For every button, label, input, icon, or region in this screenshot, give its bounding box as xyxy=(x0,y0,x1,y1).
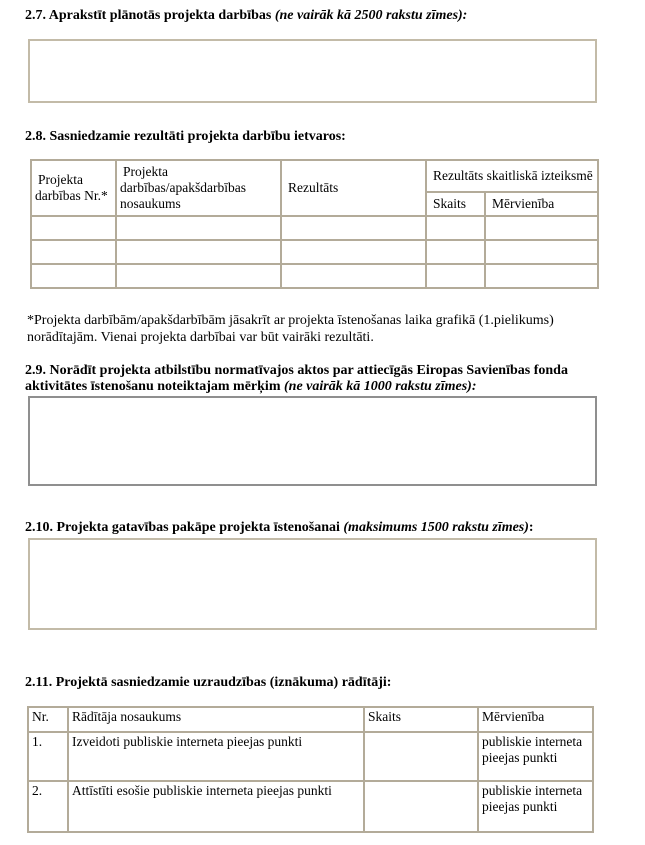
section-2-9-constraint: (ne vairāk kā 1000 rakstu zīmes): xyxy=(280,379,477,394)
col-header-unit: Mērvienība xyxy=(478,707,593,732)
indicator-unit: publiskie interneta pieejas punkti xyxy=(478,732,593,781)
indicator-name: Izveidoti publiskie interneta pieejas punkti xyxy=(68,732,364,781)
results-table xyxy=(30,159,599,289)
section-2-9-heading xyxy=(25,363,613,395)
section-2-8-heading xyxy=(25,129,625,145)
section-2-7-title: 2.7. Aprakstīt plānotās projekta darbības xyxy=(25,8,272,23)
results-table-header-row-1 xyxy=(31,160,598,192)
empty-cell-activity-name[interactable] xyxy=(116,240,281,264)
indicator-unit: publiskie interneta pieejas punkti xyxy=(478,781,593,832)
section-2-11-heading xyxy=(25,675,625,691)
empty-cell-unit[interactable] xyxy=(485,264,598,288)
indicator-row xyxy=(28,781,593,832)
empty-cell-activity-nr[interactable] xyxy=(31,240,116,264)
empty-cell-count[interactable] xyxy=(426,216,485,240)
indicators-table xyxy=(27,706,594,833)
col-header-unit: Mērvienība xyxy=(485,192,598,216)
results-table-empty-row xyxy=(31,264,598,288)
empty-cell-activity-nr[interactable] xyxy=(31,264,116,288)
section-2-7-constraint: (ne vairāk kā 2500 rakstu zīmes): xyxy=(271,8,468,23)
results-table-empty-row xyxy=(31,216,598,240)
section-2-9-title: 2.9. Norādīt projekta atbilstību normatīvajos aktos par attiecīgās Eiropas Savienības fonda aktivitātes īstenošanu noteiktajam mērķim xyxy=(25,363,568,394)
section-2-11-title: 2.11. Projektā sasniedzamie uzraudzības (iznākuma) rādītāji: xyxy=(25,675,392,690)
results-table-empty-row xyxy=(31,240,598,264)
results-footnote: *Projekta darbībām/apakšdarbībām jāsakrīt ar projekta īstenošanas laika grafikā (1.pielikums) norādītajām. Vienai projekta darbībai var būt vairāki rezultāti. xyxy=(27,313,554,345)
section-2-10-textarea[interactable] xyxy=(28,538,597,630)
indicator-nr: 2. xyxy=(28,781,68,832)
empty-cell-result[interactable] xyxy=(281,264,426,288)
section-2-10-title: 2.10. Projekta gatavības pakāpe projekta īstenošanai xyxy=(25,520,340,535)
col-header-count: Skaits xyxy=(364,707,478,732)
indicator-count-cell[interactable] xyxy=(364,781,478,832)
section-2-10-heading xyxy=(25,520,625,536)
section-2-9-textarea[interactable] xyxy=(28,396,597,486)
empty-cell-unit[interactable] xyxy=(485,240,598,264)
section-2-10-constraint: (maksimums 1500 rakstu zīmes) xyxy=(339,520,529,535)
indicators-table-header-row xyxy=(28,707,593,732)
col-header-indicator-name: Rādītāja nosaukums xyxy=(68,707,364,732)
empty-cell-unit[interactable] xyxy=(485,216,598,240)
col-header-result-numeric-group: Rezultāts skaitliskā izteiksmē xyxy=(426,160,598,192)
empty-cell-activity-nr[interactable] xyxy=(31,216,116,240)
col-header-nr: Nr. xyxy=(28,707,68,732)
section-2-8-title: 2.8. Sasniedzamie rezultāti projekta darbību ietvaros: xyxy=(25,129,346,144)
empty-cell-count[interactable] xyxy=(426,264,485,288)
empty-cell-result[interactable] xyxy=(281,216,426,240)
indicator-name: Attīstīti esošie publiskie interneta pieejas punkti xyxy=(68,781,364,832)
empty-cell-activity-name[interactable] xyxy=(116,264,281,288)
empty-cell-activity-name[interactable] xyxy=(116,216,281,240)
section-2-7-heading xyxy=(25,0,625,24)
col-header-result: Rezultāts xyxy=(281,160,426,216)
indicator-count-cell[interactable] xyxy=(364,732,478,781)
indicator-nr: 1. xyxy=(28,732,68,781)
empty-cell-count[interactable] xyxy=(426,240,485,264)
section-2-10-colon: : xyxy=(528,520,534,535)
indicator-row xyxy=(28,732,593,781)
empty-cell-result[interactable] xyxy=(281,240,426,264)
section-2-7-textarea[interactable] xyxy=(28,39,597,103)
col-header-activity-name: Projekta darbības/apakšdarbības nosaukums xyxy=(116,160,281,216)
col-header-activity-nr: Projekta darbības Nr.* xyxy=(31,160,116,216)
col-header-count: Skaits xyxy=(426,192,485,216)
